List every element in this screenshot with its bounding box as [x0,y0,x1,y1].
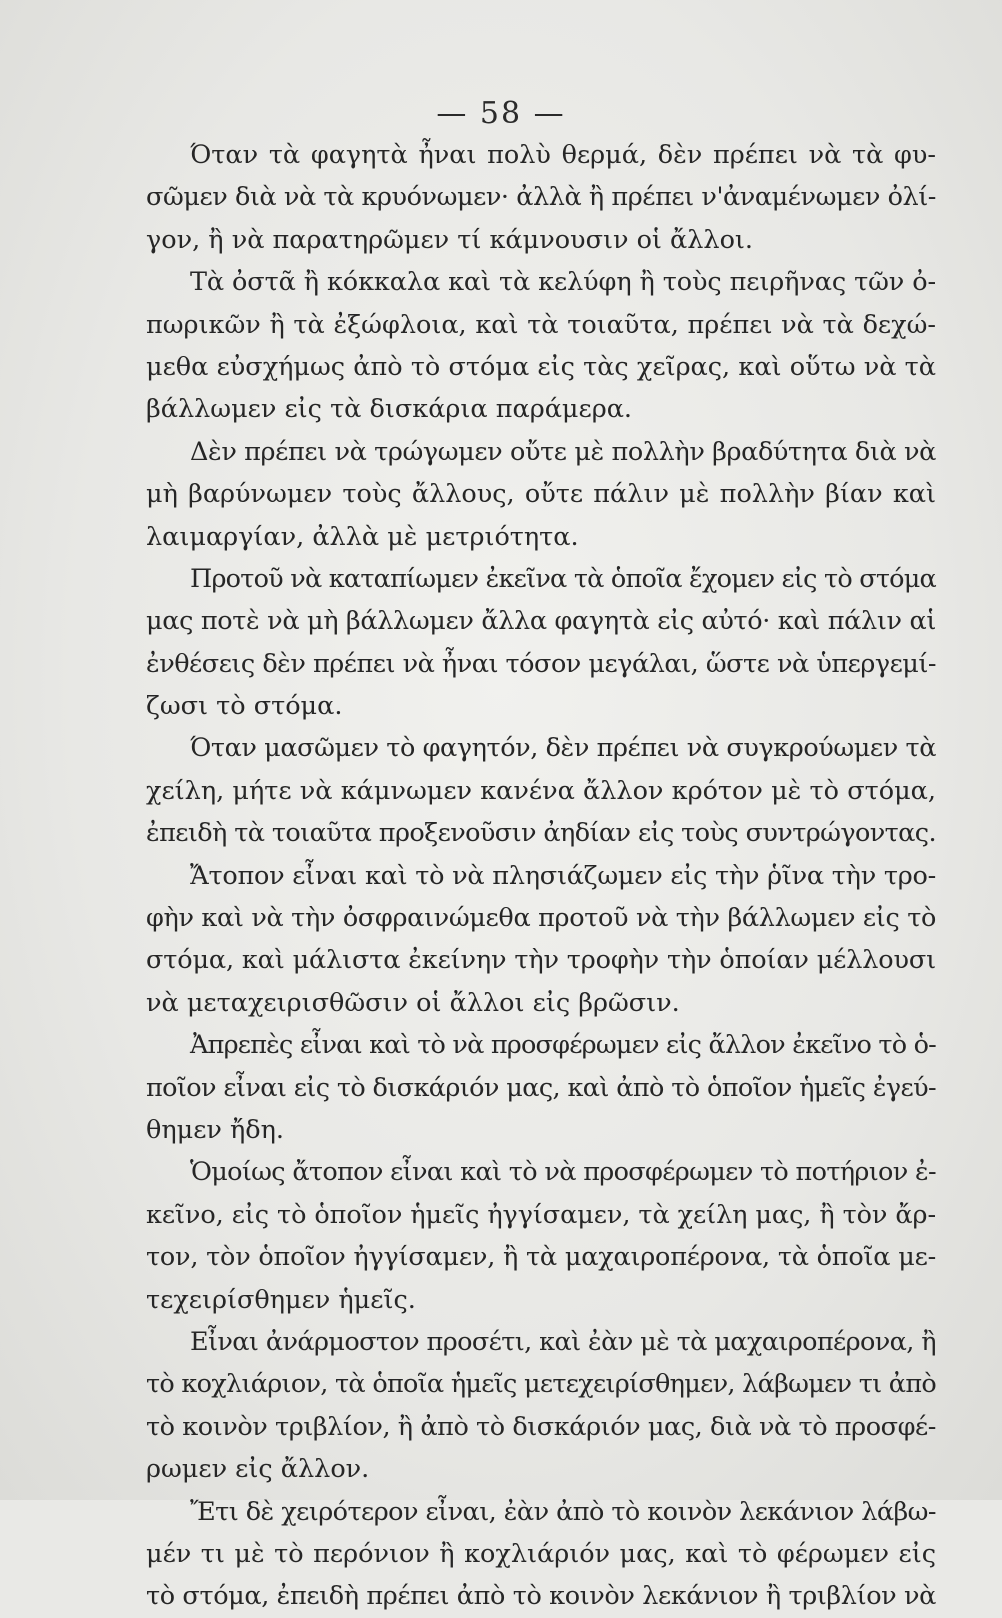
text-line: κεῖνο, εἰς τὸ ὁποῖον ἡμεῖς ἠγγίσαμεν, τὰ χείλη μας, ἢ τὸν ἄρ- [146,1199,936,1230]
text-line: Ἀπρεπὲς εἶναι καὶ τὸ νὰ προσφέρωμεν εἰς ἄλλον ἐκεῖνο τὸ ὁ- [190,1030,936,1061]
text-line: ἐνθέσεις δὲν πρέπει νὰ ἦναι τόσον μεγάλαι, ὥστε νὰ ὑπεργεμί- [146,648,936,679]
text-line: σῶμεν διὰ νὰ τὰ κρυόνωμεν· ἀλλὰ ἢ πρέπει ν'ἀναμένωμεν ὀλί- [146,182,936,213]
text-line: Τὰ ὀστᾶ ἢ κόκκαλα καὶ τὰ κελύφη ἢ τοὺς πειρῆνας τῶν ὀ- [190,267,936,298]
text-line: ποῖον εἶναι εἰς τὸ δισκάριόν μας, καὶ ἀπὸ τὸ ὁποῖον ἡμεῖς ἐγεύ- [146,1072,936,1103]
text-line: τὸ κοινὸν τριβλίον, ἢ ἀπὸ τὸ δισκάριόν μας, διὰ νὰ τὸ προσφέ- [146,1411,936,1442]
text-line: τεχειρίσθημεν ἡμεῖς. [146,1284,416,1315]
text-line: θημεν ἤδη. [146,1114,285,1145]
text-line: Όταν τὰ φαγητὰ ἦναι πολὺ θερμά, δὲν πρέπει νὰ τὰ φυ- [190,140,936,170]
text-line: γον, ἢ νὰ παρατηρῶμεν τί κάμνουσιν οἱ ἄλλοι. [146,224,754,255]
text-line: μὴ βαρύνωμεν τοὺς ἄλλους, οὔτε πάλιν μὲ πολλὴν βίαν καὶ [146,479,936,510]
text-line: Ἔτι δὲ χειρότερον εἶναι, ἐὰν ἀπὸ τὸ κοινὸν λεκάνιον λάβω- [190,1496,936,1527]
text-line: Ἄτοπον εἶναι καὶ τὸ νὰ πλησιάζωμεν εἰς τὴν ῥῖνα τὴν τρο- [190,860,936,891]
text-line: ἐπειδὴ τὰ τοιαῦτα προξενοῦσιν ἀηδίαν εἰς τοὺς συντρώγοντας. [146,818,937,849]
text-line: στόμα, καὶ μάλιστα ἐκείνην τὴν τροφὴν τὴν ὁποίαν μέλλουσι [146,945,936,976]
text-line: τον, τὸν ὁποῖον ἠγγίσαμεν, ἢ τὰ μαχαιροπέρονα, τὰ ὁποῖα με- [146,1242,936,1273]
text-line: Όταν μασῶμεν τὸ φαγητόν, δὲν πρέπει νὰ συγκρούωμεν τὰ [190,733,936,764]
text-line: πωρικῶν ἢ τὰ ἐξώφλοια, καὶ τὰ τοιαῦτα, πρέπει νὰ τὰ δεχώ- [146,309,936,340]
text-line: τὸ κοχλιάριον, τὰ ὁποῖα ἡμεῖς μετεχειρίσθημεν, λάβωμεν τι ἀπὸ [146,1369,936,1400]
text-line: Προτοῦ νὰ καταπίωμεν ἐκεῖνα τὰ ὁποῖα ἔχομεν εἰς τὸ στόμα [190,563,936,594]
text-line: Δὲν πρέπει νὰ τρώγωμεν οὔτε μὲ πολλὴν βραδύτητα διὰ νὰ [190,436,936,467]
text-line: βάλλωμεν εἰς τὰ δισκάρια παράμερα. [146,394,633,425]
text-line: λαιμαργίαν, ἀλλὰ μὲ μετριότητα. [146,521,579,552]
text-line: χείλη, μήτε νὰ κάμνωμεν κανένα ἄλλον κρότον μὲ τὸ στόμα, [146,775,936,806]
text-line: τὸ στόμα, ἐπειδὴ πρέπει ἀπὸ τὸ κοινὸν λεκάνιον ἢ τριβλίον νὰ [146,1581,936,1612]
text-line: φὴν καὶ νὰ τὴν ὀσφραινώμεθα προτοῦ νὰ τὴν βάλλωμεν εἰς τὸ [146,903,936,934]
text-line: Ὁμοίως ἄτοπον εἶναι καὶ τὸ νὰ προσφέρωμεν τὸ ποτήριον ἐ- [190,1157,936,1188]
text-line: μας ποτὲ νὰ μὴ βάλλωμεν ἄλλα φαγητὰ εἰς αὐτό· καὶ πάλιν αἱ [146,606,936,637]
text-line: μέν τι μὲ τὸ περόνιον ἢ κοχλιάριόν μας, καὶ τὸ φέρωμεν εἰς [146,1538,936,1569]
text-line: ζωσι τὸ στόμα. [146,691,343,722]
text-line: νὰ μεταχειρισθῶσιν οἱ ἄλλοι εἰς βρῶσιν. [146,987,680,1018]
body-text [146,134,936,1618]
text-line: ρωμεν εἰς ἄλλον. [146,1454,370,1485]
page-number: — 58 — [436,96,566,131]
text-line: Εἶναι ἀνάρμοστον προσέτι, καὶ ἐὰν μὲ τὰ μαχαιροπέρονα, ἢ [190,1326,936,1357]
text-line: μεθα εὐσχήμως ἀπὸ τὸ στόμα εἰς τὰς χεῖρας, καὶ οὕτω νὰ τὰ [146,351,936,382]
